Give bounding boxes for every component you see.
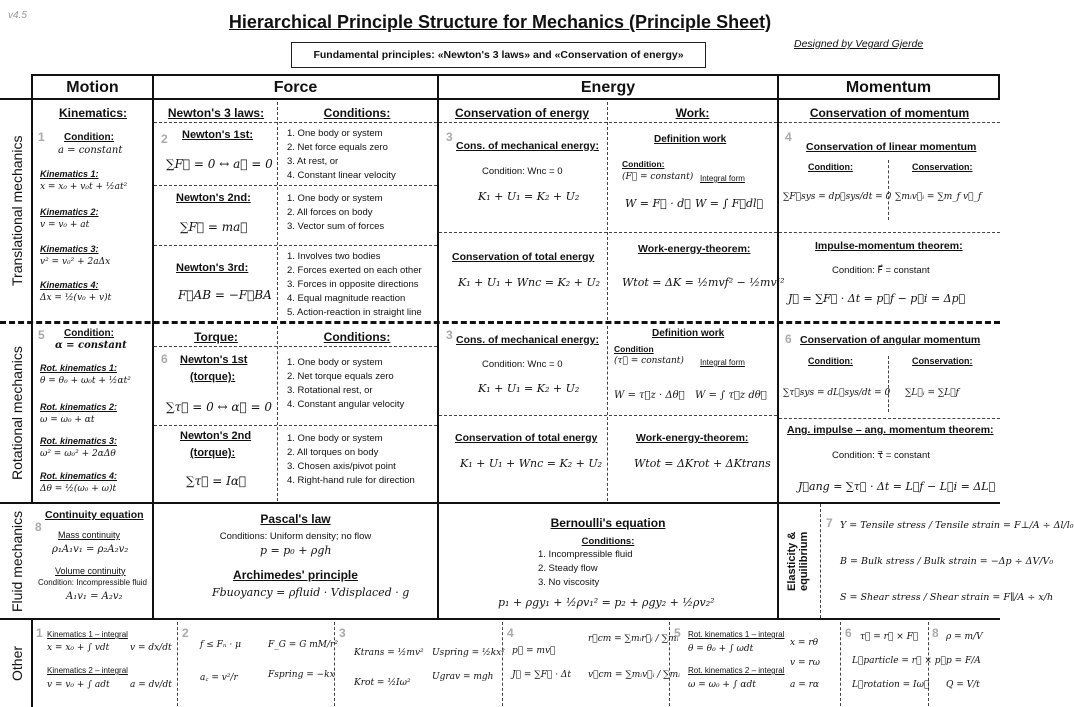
condition-item: 3. No viscosity	[538, 577, 600, 588]
cons-total-energy-eq: K₁ + U₁ + Wnc = K₂ + U₂	[458, 276, 601, 289]
newton-laws-title: Newton's 3 laws:	[167, 106, 265, 120]
rot-work-eq-2: W = ∫ τ⃗z dθ⃗	[695, 390, 767, 401]
pressure-eq: p = F/A	[946, 656, 981, 666]
rot-kinematics-3-label: Rot. kinematics 3:	[40, 436, 118, 446]
ang-impulse-label: Ang. impulse – ang. momentum theorem:	[787, 424, 994, 436]
grid-line	[0, 618, 1000, 620]
density-eq: ρ = m/V	[946, 632, 983, 642]
tangential-accel-eq: a = rα	[790, 680, 820, 690]
grid-line	[152, 98, 154, 503]
rot-work-condition-label: Condition	[614, 344, 654, 354]
spring-force-eq: Fspring = −kx	[268, 670, 335, 680]
rot-cons-total-energy-label: Conservation of total energy	[455, 432, 598, 444]
divider	[439, 122, 777, 123]
impulse-eq-short: J⃗ = ∑F⃗ · Δt	[512, 670, 572, 680]
condition-item: 1. One body or system	[287, 357, 383, 368]
cons-mech-energy-label: Cons. of mechanical energy:	[456, 140, 599, 152]
condition-item: 1. Incompressible fluid	[538, 549, 633, 560]
section-number: 5	[38, 328, 45, 342]
clm-eq-1: ∑F⃗sys = dp⃗sys/dt = 0	[783, 192, 892, 202]
torque-newton-2-eq: ∑τ⃗ = Iα⃗	[186, 474, 247, 488]
impulse-eq: J⃗ = ∑F⃗ · Δt = p⃗f − p⃗i = Δp⃗	[788, 292, 966, 305]
momentum-eq: p⃗ = mv⃗	[512, 646, 556, 656]
rot-definition-work-label: Definition work	[652, 328, 725, 339]
condition-item: 1. Involves two bodies	[287, 251, 381, 262]
gravitation-eq: F_G = G mM/r²	[268, 640, 338, 650]
rot-kinematics-2-eq: ω = ω₀ + αt	[40, 415, 95, 425]
rot-kinematics-integral-2-eq: ω = ω₀ + ∫ αdt	[688, 680, 756, 690]
clm-eq-2: ∑mᵢv⃗ᵢ = ∑m_f v⃗_f	[895, 192, 982, 202]
column-force: Force	[152, 74, 439, 100]
condition-item: 2. Forces exerted on each other	[287, 265, 422, 276]
integral-form-label: Integral form	[700, 174, 745, 183]
kinematics-1-eq: x = x₀ + v₀t + ½at²	[40, 182, 128, 192]
section-number: 3	[339, 626, 346, 640]
rot-cons-mech-condition: Condition: Wnc = 0	[482, 359, 563, 370]
rot-kinematics-1-eq: θ = θ₀ + ω₀t + ½αt²	[40, 376, 131, 386]
newton-1-label: Newton's 1st:	[182, 129, 254, 141]
archimedes-title: Archimedes' principle	[233, 568, 358, 582]
divider	[154, 346, 437, 347]
grid-line	[777, 98, 779, 618]
newton-3-label: Newton's 3rd:	[176, 262, 249, 274]
condition-item: 4. Right-hand rule for direction	[287, 475, 415, 486]
impulse-condition: Condition: F⃗ = constant	[832, 265, 930, 276]
center-of-mass-velocity-eq: v⃗cm = ∑mᵢv⃗ᵢ / ∑mᵢ	[588, 670, 680, 680]
angular-momentum-rotation-eq: L⃗rotation = Iω⃗	[852, 680, 930, 690]
newton-3-conditions	[287, 250, 422, 320]
condition-item: 2. Net torque equals zero	[287, 371, 394, 382]
rot-kinematics-2-label: Rot. kinematics 2:	[40, 402, 118, 412]
rot-work-eq-1: W = τ⃗z · Δθ⃗	[614, 390, 685, 401]
spring-potential-eq: Uspring = ½kx²	[432, 648, 505, 658]
clm-conservation-label: Conservation:	[912, 162, 973, 172]
row-fluid: Fluid mechanics	[9, 510, 25, 612]
cam-eq-1: ∑τ⃗sys = dL⃗sys/dt = 0	[783, 388, 891, 398]
ang-impulse-eq: J⃗ang = ∑τ⃗ · Δt = L⃗f − L⃗i = ΔL⃗	[798, 480, 996, 493]
friction-eq: f ≤ Fₙ · μ	[200, 640, 241, 650]
newton-1-conditions	[287, 127, 396, 183]
divider	[154, 245, 437, 246]
rot-work-condition: (τ⃗ = constant)	[614, 356, 684, 366]
condition-item: 4. Constant linear velocity	[287, 170, 396, 181]
ang-impulse-condition: Condition: τ⃗ = constant	[832, 450, 930, 461]
cam-condition-label: Condition:	[808, 356, 853, 366]
torque-title: Torque:	[194, 330, 238, 344]
conditions-title: Conditions:	[323, 106, 391, 120]
rot-work-energy-eq: Wtot = ΔKrot + ΔKtrans	[634, 457, 771, 470]
rot-cons-mech-eq: K₁ + U₁ = K₂ + U₂	[478, 382, 580, 395]
torque-newton-1-eq: ∑τ⃗ = 0 ↔ α⃗ = 0	[166, 400, 273, 414]
divider	[154, 185, 437, 186]
divider	[779, 122, 1000, 123]
bernoulli-title: Bernoulli's equation	[550, 516, 666, 530]
torque-newton-1-sub: (torque):	[190, 371, 236, 383]
rot-kinematics-integral-1-label: Rot. kinematics 1 – integral	[688, 630, 785, 639]
divider	[439, 232, 777, 233]
kinematics-title: Kinematics:	[58, 106, 128, 120]
row-translational: Translational mechanics	[9, 135, 25, 287]
impulse-momentum-label: Impulse-momentum theorem:	[815, 240, 963, 252]
conservation-energy-title: Conservation of energy	[454, 106, 590, 120]
condition-item: 2. All torques on body	[287, 447, 379, 458]
condition-item: 2. All forces on body	[287, 207, 373, 218]
rot-work-energy-label: Work-energy-theorem:	[636, 432, 749, 444]
kinematics-4-label: Kinematics 4:	[40, 280, 99, 290]
cons-angular-momentum-label: Conservation of angular momentum	[800, 334, 981, 346]
divider	[439, 415, 777, 416]
kinetic-trans-eq: Ktrans = ½mv²	[354, 648, 424, 658]
condition-item: 3. Rotational rest, or	[287, 385, 373, 396]
torque-newton-1-label: Newton's 1st	[180, 354, 248, 366]
kinematics-1-label: Kinematics 1:	[40, 169, 99, 179]
section-number: 6	[845, 626, 852, 640]
volume-continuity-condition: Condition: Incompressible fluid	[38, 578, 147, 587]
work-condition-label: Condition:	[622, 159, 665, 169]
rot-kinematics-4-eq: Δθ = ½(ω₀ + ω)t	[40, 484, 117, 494]
bernoulli-conditions	[538, 548, 633, 590]
kinematics-3-label: Kinematics 3:	[40, 244, 99, 254]
pascal-condition: Conditions: Uniform density; no flow	[219, 531, 372, 542]
section-number: 2	[182, 626, 189, 640]
condition-item: 2. Net force equals zero	[287, 142, 388, 153]
newton-2-label: Newton's 2nd:	[176, 192, 251, 204]
newton-2-conditions	[287, 192, 384, 234]
continuity-title: Continuity equation	[45, 509, 144, 521]
tangential-velocity-eq: v = rω	[790, 658, 820, 668]
work-eq-1: W = F⃗ · d⃗	[625, 197, 691, 210]
center-of-mass-position-eq: r⃗cm = ∑mᵢr⃗ᵢ / ∑mᵢ	[588, 634, 679, 644]
cons-mech-energy-condition: Condition: Wnc = 0	[482, 166, 563, 177]
torque-cross-eq: τ⃗ = r⃗ × F⃗	[860, 632, 919, 642]
row-rotational: Rotational mechanics	[9, 346, 25, 480]
angular-momentum-particle-eq: L⃗particle = r⃗ × p⃗	[852, 656, 946, 666]
archimedes-eq: Fbuoyancy = ρfluid · Vdisplaced · g	[212, 586, 410, 599]
section-number: 1	[36, 626, 43, 640]
divider	[607, 102, 608, 320]
torque-newton-2-conditions	[287, 432, 415, 488]
condition-item: 1. One body or system	[287, 193, 383, 204]
condition-item: 1. One body or system	[287, 433, 383, 444]
kinematics-integral-2-label: Kinematics 2 – integral	[47, 666, 128, 675]
work-title: Work:	[675, 106, 710, 120]
kinematics-2-label: Kinematics 2:	[40, 207, 99, 217]
condition-item: 3. Chosen axis/pivot point	[287, 461, 396, 472]
condition-item: 3. Vector sum of forces	[287, 221, 385, 232]
condition-label: Condition:	[64, 132, 114, 143]
kinematics-integral-1-eq: x = x₀ + ∫ vdt	[47, 643, 110, 653]
work-energy-theorem-eq: Wtot = ΔK = ½mvf² − ½mvi²	[622, 276, 785, 289]
row-divider	[0, 321, 1000, 324]
newton-2-eq: ∑F⃗ = ma⃗	[180, 220, 248, 234]
divider	[779, 232, 1000, 233]
grid-line	[31, 98, 33, 503]
elasticity-label: Elasticity & equilibrium	[786, 531, 810, 591]
rot-kinematics-1-label: Rot. kinematics 1:	[40, 363, 118, 373]
section-number: 4	[507, 626, 514, 640]
conservation-momentum-title: Conservation of momentum	[809, 106, 970, 120]
rot-cons-total-energy-eq: K₁ + U₁ + Wnc = K₂ + U₂	[460, 457, 603, 470]
page-title: Hierarchical Principle Structure for Mechanics (Principle Sheet)	[228, 12, 772, 32]
rot-kinematics-integral-1-eq: θ = θ₀ + ∫ ωdt	[688, 644, 754, 654]
column-momentum: Momentum	[777, 74, 1000, 100]
centripetal-eq: a꜀ = v²/r	[200, 673, 238, 683]
rot-cons-mech-energy-label: Cons. of mechanical energy:	[456, 334, 599, 346]
divider	[154, 122, 437, 123]
kinematics-integral-2-eq: v = v₀ + ∫ adt	[47, 680, 110, 690]
bulk-modulus-eq: B = Bulk stress / Bulk strain = −Δp ÷ ΔV/V₀	[840, 556, 1054, 567]
clm-condition-label: Condition:	[808, 162, 853, 172]
flow-rate-eq: Q = V/t	[946, 680, 980, 690]
divider	[277, 326, 278, 501]
condition-item: 3. Forces in opposite directions	[287, 279, 419, 290]
section-number: 3	[446, 130, 453, 144]
condition-item: 3. At rest, or	[287, 156, 339, 167]
grid-line	[0, 502, 1000, 504]
section-number: 8	[35, 520, 42, 534]
work-condition: (F⃗ = constant)	[622, 172, 694, 182]
shear-modulus-eq: S = Shear stress / Shear strain = F∥/A ÷ x/h	[840, 592, 1054, 603]
divider	[888, 160, 889, 220]
rot-integral-form-label: Integral form	[700, 358, 745, 367]
row-other: Other	[9, 646, 25, 682]
section-number: 6	[161, 352, 168, 366]
cons-linear-momentum-label: Conservation of linear momentum	[806, 141, 977, 153]
torque-newton-2-label: Newton's 2nd	[180, 430, 252, 442]
divider	[154, 425, 437, 426]
youngs-modulus-eq: Y = Tensile stress / Tensile strain = F⊥/A ÷ Δl/l₀	[840, 520, 1074, 531]
divider	[502, 622, 503, 706]
pascal-eq: p = p₀ + ρgh	[260, 544, 332, 557]
section-number: 1	[38, 130, 45, 144]
cons-mech-energy-eq: K₁ + U₁ = K₂ + U₂	[478, 190, 580, 203]
newton-3-eq: F⃗AB = −F⃗BA	[178, 288, 272, 302]
definition-work-label: Definition work	[654, 134, 727, 145]
divider	[888, 356, 889, 412]
section-number: 4	[785, 130, 792, 144]
divider	[779, 418, 1000, 419]
kinetic-rot-eq: Krot = ½Iω²	[354, 678, 411, 688]
condition-item: 2. Steady flow	[538, 563, 598, 574]
rot-kinematics-4-label: Rot. kinematics 4:	[40, 471, 118, 481]
condition-eq: a = constant	[58, 145, 123, 156]
author-credit: Designed by Vegard Gjerde	[794, 38, 924, 50]
mass-continuity-label: Mass continuity	[58, 530, 121, 540]
gravity-potential-eq: Ugrav = mgh	[432, 672, 494, 682]
divider	[820, 504, 821, 618]
divider	[334, 622, 335, 706]
volume-continuity-eq: A₁v₁ = A₂v₂	[66, 591, 123, 602]
velocity-derivative-eq: v = dx/dt	[130, 643, 172, 653]
cam-eq-2: ∑L⃗ᵢ = ∑L⃗f	[905, 388, 960, 398]
volume-continuity-label: Volume continuity	[55, 566, 126, 576]
kinematics-2-eq: v = v₀ + at	[40, 220, 90, 230]
subtitle-box: Fundamental principles: «Newton's 3 laws» and «Conservation of energy»	[291, 42, 706, 68]
divider	[177, 622, 178, 706]
column-motion: Motion	[31, 74, 154, 100]
section-number: 7	[826, 516, 833, 530]
condition-label: Condition:	[64, 328, 114, 339]
mass-continuity-eq: ρ₁A₁v₁ = ρ₂A₂v₂	[52, 544, 129, 555]
section-number: 2	[161, 132, 168, 146]
newton-1-eq: ∑F⃗ = 0 ↔ a⃗ = 0	[166, 157, 273, 171]
version-label: v4.5	[8, 10, 27, 21]
grid-line	[0, 98, 1000, 100]
divider	[840, 622, 841, 706]
condition-item: 4. Constant angular velocity	[287, 399, 405, 410]
condition-item: 5. Action-reaction in straight line	[287, 307, 422, 318]
kinematics-4-eq: Δx = ½(v₀ + v)t	[40, 293, 112, 303]
condition-item: 1. One body or system	[287, 128, 383, 139]
bernoulli-eq: p₁ + ρgy₁ + ½ρv₁² = p₂ + ρgy₂ + ½ρv₂²	[498, 596, 715, 609]
column-energy: Energy	[437, 74, 779, 100]
section-number: 3	[446, 328, 453, 342]
rot-kinematics-3-eq: ω² = ω₀² + 2αΔθ	[40, 449, 116, 459]
condition-eq: α = constant	[55, 340, 127, 351]
cam-conservation-label: Conservation:	[912, 356, 973, 366]
torque-newton-1-conditions	[287, 356, 404, 412]
torque-newton-2-sub: (torque):	[190, 447, 236, 459]
divider	[277, 102, 278, 320]
work-energy-theorem-label: Work-energy-theorem:	[638, 243, 751, 255]
divider	[607, 326, 608, 501]
kinematics-3-eq: v² = v₀² + 2aΔx	[40, 257, 111, 267]
conditions-title: Conditions:	[323, 330, 391, 344]
acceleration-derivative-eq: a = dv/dt	[130, 680, 172, 690]
arc-length-eq: x = rθ	[790, 638, 819, 648]
condition-item: 4. Equal magnitude reaction	[287, 293, 406, 304]
section-number: 6	[785, 332, 792, 346]
kinematics-integral-1-label: Kinematics 1 – integral	[47, 630, 128, 639]
grid-line	[31, 620, 33, 707]
work-eq-2: W = ∫ F⃗dl⃗	[695, 197, 764, 210]
pascal-title: Pascal's law	[260, 512, 331, 526]
section-number: 8	[932, 626, 939, 640]
bernoulli-conditions-title: Conditions:	[581, 536, 635, 547]
rot-kinematics-integral-2-label: Rot. kinematics 2 – integral	[688, 666, 785, 675]
cons-total-energy-label: Conservation of total energy	[452, 251, 595, 263]
section-number: 5	[674, 626, 681, 640]
